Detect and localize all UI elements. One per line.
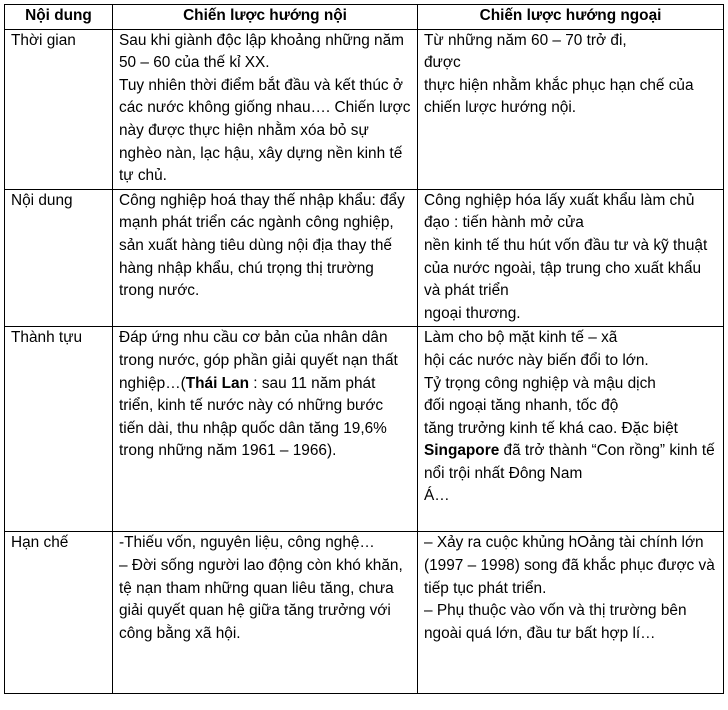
achievements-outward-tail: Á… (424, 487, 450, 505)
achievements-outward-text-before: tăng trưởng kinh tế khá cao. Đặc biệt (424, 419, 678, 437)
row-label-time: Thời gian (5, 29, 113, 189)
limits-outward-para-1: – Xảy ra cuộc khủng hOảng tài chính lớn (1997 – 1998) song đã khắc phục được và tiếp tục phát triển. (424, 534, 715, 597)
row-label-content: Nội dung (5, 189, 113, 327)
achievements-outward-text-after: đã trở thành “Con rồng” kinh tế nổi trội nhất Đông Nam (424, 442, 715, 482)
content-outward-para-3: ngoại thương. (424, 304, 521, 322)
achievements-inward-text-before: Đáp ứng nhu cầu cơ bản của nhân dân trong nước, góp phần giải quyết nạn thất nghiệp…( (119, 329, 398, 392)
content-outward-cell (418, 189, 724, 327)
content-inward-text: Công nghiệp hoá thay thế nhập khẩu: đẩy mạnh phát triển các ngành công nghiệp, sản xuất hàng tiêu dùng nội địa thay thế hàng nhập khẩu, chú trọng thị trường trong nước. (119, 191, 405, 300)
achievements-outward-line-1: Làm cho bộ mặt kinh tế – xã (424, 329, 618, 347)
time-inward-cell (113, 29, 418, 189)
table-row-time (5, 29, 724, 189)
time-outward-para-3: thực hiện nhằm khắc phục hạn chế của chiến lược hướng nội. (424, 76, 694, 117)
header-content: Nội dung (5, 5, 113, 30)
limits-inward-cell (113, 532, 418, 694)
limits-inward-para-1: -Thiếu vốn, nguyên liệu, công nghệ… (119, 534, 375, 552)
comparison-table (4, 4, 724, 694)
limits-outward-cell (418, 532, 724, 694)
achievements-inward-bold: Thái Lan (185, 374, 250, 392)
achievements-outward-line-2: hội các nước này biến đổi to lớn. (424, 351, 649, 369)
achievements-inward-cell (113, 327, 418, 532)
header-row (5, 5, 724, 30)
achievements-outward-bold: Singapore (424, 442, 500, 460)
achievements-inward-text-after: : sau 11 năm phát triển, kinh tế nước này có những bước tiến dài, thu nhập quốc dân tăng 19,6% trong những năm 1961 – 1966). (119, 374, 387, 460)
time-outward-para-2: được (424, 54, 461, 72)
table-row-content (5, 189, 724, 327)
limits-inward-para-2: – Đời sống người lao động còn khó khăn, tệ nạn tham những quan liêu tăng, chưa giải quyết quan hệ giữa tăng trưởng với công bằng xã hội. (119, 556, 403, 642)
row-label-limits: Hạn chế (5, 532, 113, 694)
time-inward-para-2: Tuy nhiên thời điểm bắt đầu và kết thúc ở các nước không giống nhau…. Chiến lược này được thực hiện nhằm xóa bỏ sự nghèo nàn, lạc hậu, xây dựng nền kinh tế tự chủ. (119, 76, 411, 185)
time-inward-para-1: Sau khi giành độc lập khoảng những năm 50 – 60 của thế kỉ XX. (119, 31, 404, 72)
time-outward-cell (418, 29, 724, 189)
content-inward-cell (113, 189, 418, 327)
content-outward-para-1: Công nghiệp hóa lấy xuất khẩu làm chủ đạo : tiến hành mở cửa (424, 191, 695, 232)
time-outward-para-1: Từ những năm 60 – 70 trở đi, (424, 31, 627, 49)
header-inward-strategy: Chiến lược hướng nội (113, 5, 418, 30)
header-outward-strategy: Chiến lược hướng ngoại (418, 5, 724, 30)
achievements-outward-line-3: Tỷ trọng công nghiệp và mậu dịch (424, 374, 656, 392)
table-row-achievements (5, 327, 724, 532)
limits-outward-para-2: – Phụ thuộc vào vốn và thị trường bên ngoài quá lớn, đầu tư bất hợp lí… (424, 602, 687, 642)
achievements-outward-cell (418, 327, 724, 532)
content-outward-para-2: nền kinh tế thu hút vốn đầu tư và kỹ thuật của nước ngoài, tập trung cho xuất khẩu và phát triển (424, 236, 708, 300)
table-row-limits (5, 532, 724, 694)
row-label-achievements: Thành tựu (5, 327, 113, 532)
achievements-outward-line-4: đối ngoại tăng nhanh, tốc độ (424, 397, 619, 415)
